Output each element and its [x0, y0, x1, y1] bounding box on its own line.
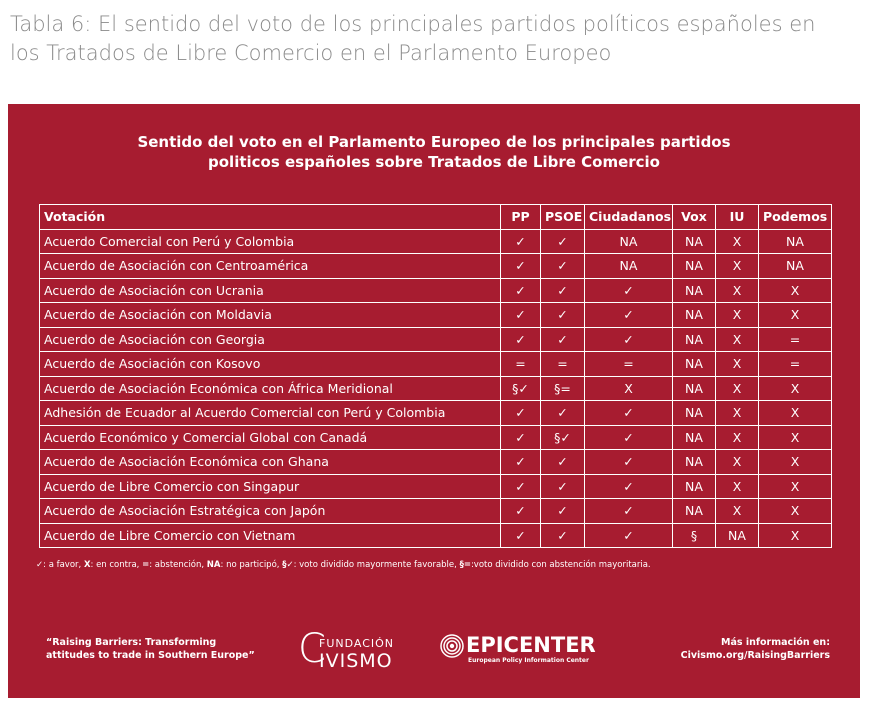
more-info-link[interactable]: Civismo.org/RaisingBarriers: [680, 650, 830, 661]
cell-ciudadanos: ✓: [585, 450, 673, 475]
cell-iu: X: [716, 401, 759, 426]
panel-title: [8, 132, 860, 172]
legend-favor-symbol: ✓: [36, 560, 44, 570]
table-row: [40, 450, 832, 475]
cell-vox: NA: [673, 425, 716, 450]
cell-iu: X: [716, 450, 759, 475]
cell-podemos: X: [759, 278, 832, 303]
cell-podemos: =: [759, 352, 832, 377]
cell-votacion: Acuerdo Comercial con Perú y Colombia: [40, 229, 501, 254]
legend: [36, 560, 836, 570]
cell-ciudadanos: ✓: [585, 278, 673, 303]
cell-psoe: ✓: [541, 523, 585, 548]
cell-votacion: Acuerdo de Libre Comercio con Singapur: [40, 474, 501, 499]
header-pp: PP: [501, 205, 541, 230]
legend-na-symbol: NA: [206, 560, 221, 570]
header-podemos: Podemos: [759, 205, 832, 230]
cell-vox: §: [673, 523, 716, 548]
table-caption: [10, 10, 870, 68]
legend-favor-text: : a favor,: [43, 560, 84, 570]
cell-votacion: Adhesión de Ecuador al Acuerdo Comercial con Perú y Colombia: [40, 401, 501, 426]
cell-ciudadanos: NA: [585, 254, 673, 279]
cell-vox: NA: [673, 254, 716, 279]
cell-vox: NA: [673, 450, 716, 475]
table-row: [40, 376, 832, 401]
legend-contra-text: : en contra,: [90, 560, 143, 570]
cell-pp: ✓: [501, 523, 541, 548]
table-row: [40, 425, 832, 450]
table-row: [40, 401, 832, 426]
cell-pp: ✓: [501, 474, 541, 499]
civismo-logo-c: C: [298, 626, 326, 672]
cell-psoe: ✓: [541, 278, 585, 303]
cell-ciudadanos: ✓: [585, 523, 673, 548]
cell-psoe: ✓: [541, 303, 585, 328]
cell-votacion: Acuerdo de Asociación Económica con África Meridional: [40, 376, 501, 401]
cell-podemos: NA: [759, 229, 832, 254]
cell-podemos: X: [759, 499, 832, 524]
panel-title-line-2: politicos españoles sobre Tratados de Libre Comercio: [208, 153, 660, 171]
cell-vox: NA: [673, 474, 716, 499]
cell-podemos: X: [759, 303, 832, 328]
cell-pp: ✓: [501, 327, 541, 352]
cell-ciudadanos: ✓: [585, 499, 673, 524]
legend-split-fav-symbol: §✓: [282, 560, 294, 570]
cell-ciudadanos: NA: [585, 229, 673, 254]
civismo-logo-bottom: IVISMO: [319, 650, 393, 672]
cell-vox: NA: [673, 327, 716, 352]
table-row: [40, 278, 832, 303]
cell-pp: ✓: [501, 303, 541, 328]
cell-votacion: Acuerdo de Libre Comercio con Vietnam: [40, 523, 501, 548]
cell-iu: X: [716, 229, 759, 254]
cell-psoe: ✓: [541, 229, 585, 254]
cell-ciudadanos: X: [585, 376, 673, 401]
panel-title-line-1: Sentido del voto en el Parlamento Europeo de los principales partidos: [137, 133, 731, 151]
cell-psoe: ✓: [541, 327, 585, 352]
cell-pp: ✓: [501, 229, 541, 254]
caption-line-2: los Tratados de Libre Comercio en el Parlamento Europeo: [10, 41, 612, 65]
more-info-label: Más información en:: [721, 637, 830, 648]
cell-pp: ✓: [501, 450, 541, 475]
cell-iu: X: [716, 303, 759, 328]
cell-psoe: ✓: [541, 474, 585, 499]
cell-pp: ✓: [501, 499, 541, 524]
cell-ciudadanos: =: [585, 352, 673, 377]
table-row: [40, 523, 832, 548]
cell-iu: NA: [716, 523, 759, 548]
cell-vox: NA: [673, 401, 716, 426]
cell-votacion: Acuerdo de Asociación con Georgia: [40, 327, 501, 352]
cell-votacion: Acuerdo de Asociación Estratégica con Japón: [40, 499, 501, 524]
table-row: [40, 254, 832, 279]
cell-pp: ✓: [501, 278, 541, 303]
table-body: [40, 229, 832, 548]
cell-psoe: ✓: [541, 499, 585, 524]
header-psoe: PSOE: [541, 205, 585, 230]
header-votacion: Votación: [40, 205, 501, 230]
cell-psoe: ✓: [541, 254, 585, 279]
cell-iu: X: [716, 474, 759, 499]
caption-line-1: Tabla 6: El sentido del voto de los principales partidos políticos españoles en: [10, 12, 816, 36]
infographic-panel: [8, 104, 860, 698]
legend-contra-symbol: X: [83, 560, 91, 570]
legend-abst-symbol: =: [142, 560, 150, 570]
header-iu: IU: [716, 205, 759, 230]
cell-pp: §✓: [501, 376, 541, 401]
more-info: [610, 636, 830, 662]
cell-podemos: X: [759, 474, 832, 499]
civismo-logo-top: FUNDACIÓN: [319, 637, 395, 650]
epicenter-logo: [438, 626, 608, 666]
cell-psoe: =: [541, 352, 585, 377]
table-row: [40, 352, 832, 377]
cell-podemos: X: [759, 425, 832, 450]
cell-iu: X: [716, 352, 759, 377]
legend-split-abst-text: :voto dividido con abstención mayoritaria.: [470, 560, 651, 570]
cell-ciudadanos: ✓: [585, 425, 673, 450]
cell-podemos: NA: [759, 254, 832, 279]
legend-abst-text: : abstención,: [149, 560, 207, 570]
project-title-line-2: attitudes to trade in Southern Europe”: [46, 650, 255, 661]
cell-podemos: X: [759, 450, 832, 475]
cell-pp: ✓: [501, 401, 541, 426]
cell-pp: ✓: [501, 425, 541, 450]
table-row: [40, 303, 832, 328]
cell-vox: NA: [673, 278, 716, 303]
cell-votacion: Acuerdo de Asociación con Ucrania: [40, 278, 501, 303]
epicenter-subtitle: European Policy Information Center: [468, 657, 589, 664]
header-ciudadanos: Ciudadanos: [585, 205, 673, 230]
cell-pp: ✓: [501, 254, 541, 279]
cell-podemos: =: [759, 327, 832, 352]
cell-votacion: Acuerdo de Asociación Económica con Ghana: [40, 450, 501, 475]
cell-psoe: ✓: [541, 401, 585, 426]
legend-na-text: : no participó,: [220, 560, 283, 570]
cell-votacion: Acuerdo de Asociación con Moldavia: [40, 303, 501, 328]
fundacion-civismo-logo: [294, 622, 414, 672]
cell-ciudadanos: ✓: [585, 474, 673, 499]
legend-split-abst-symbol: §=: [459, 560, 471, 570]
cell-podemos: X: [759, 376, 832, 401]
project-title: [46, 636, 266, 662]
cell-iu: X: [716, 499, 759, 524]
cell-vox: NA: [673, 303, 716, 328]
cell-votacion: Acuerdo de Asociación con Kosovo: [40, 352, 501, 377]
cell-podemos: X: [759, 401, 832, 426]
cell-votacion: Acuerdo Económico y Comercial Global con Canadá: [40, 425, 501, 450]
legend-split-fav-text: : voto dividido mayormente favorable,: [293, 560, 460, 570]
cell-psoe: ✓: [541, 450, 585, 475]
cell-psoe: §✓: [541, 425, 585, 450]
table-row: [40, 327, 832, 352]
votes-table: [39, 204, 832, 548]
cell-ciudadanos: ✓: [585, 327, 673, 352]
table-row: [40, 499, 832, 524]
epicenter-rings-icon: [441, 635, 463, 657]
cell-vox: NA: [673, 376, 716, 401]
cell-podemos: X: [759, 523, 832, 548]
cell-pp: =: [501, 352, 541, 377]
cell-iu: X: [716, 376, 759, 401]
cell-iu: X: [716, 425, 759, 450]
cell-iu: X: [716, 254, 759, 279]
table-header-row: [40, 205, 832, 230]
cell-vox: NA: [673, 499, 716, 524]
cell-ciudadanos: ✓: [585, 303, 673, 328]
project-title-line-1: “Raising Barriers: Transforming: [46, 637, 217, 648]
cell-ciudadanos: ✓: [585, 401, 673, 426]
cell-iu: X: [716, 278, 759, 303]
cell-psoe: §=: [541, 376, 585, 401]
table-row: [40, 474, 832, 499]
header-vox: Vox: [673, 205, 716, 230]
cell-vox: NA: [673, 229, 716, 254]
cell-vox: NA: [673, 352, 716, 377]
cell-votacion: Acuerdo de Asociación con Centroamérica: [40, 254, 501, 279]
epicenter-name: EPICENTER: [466, 633, 596, 657]
table-row: [40, 229, 832, 254]
cell-iu: X: [716, 327, 759, 352]
